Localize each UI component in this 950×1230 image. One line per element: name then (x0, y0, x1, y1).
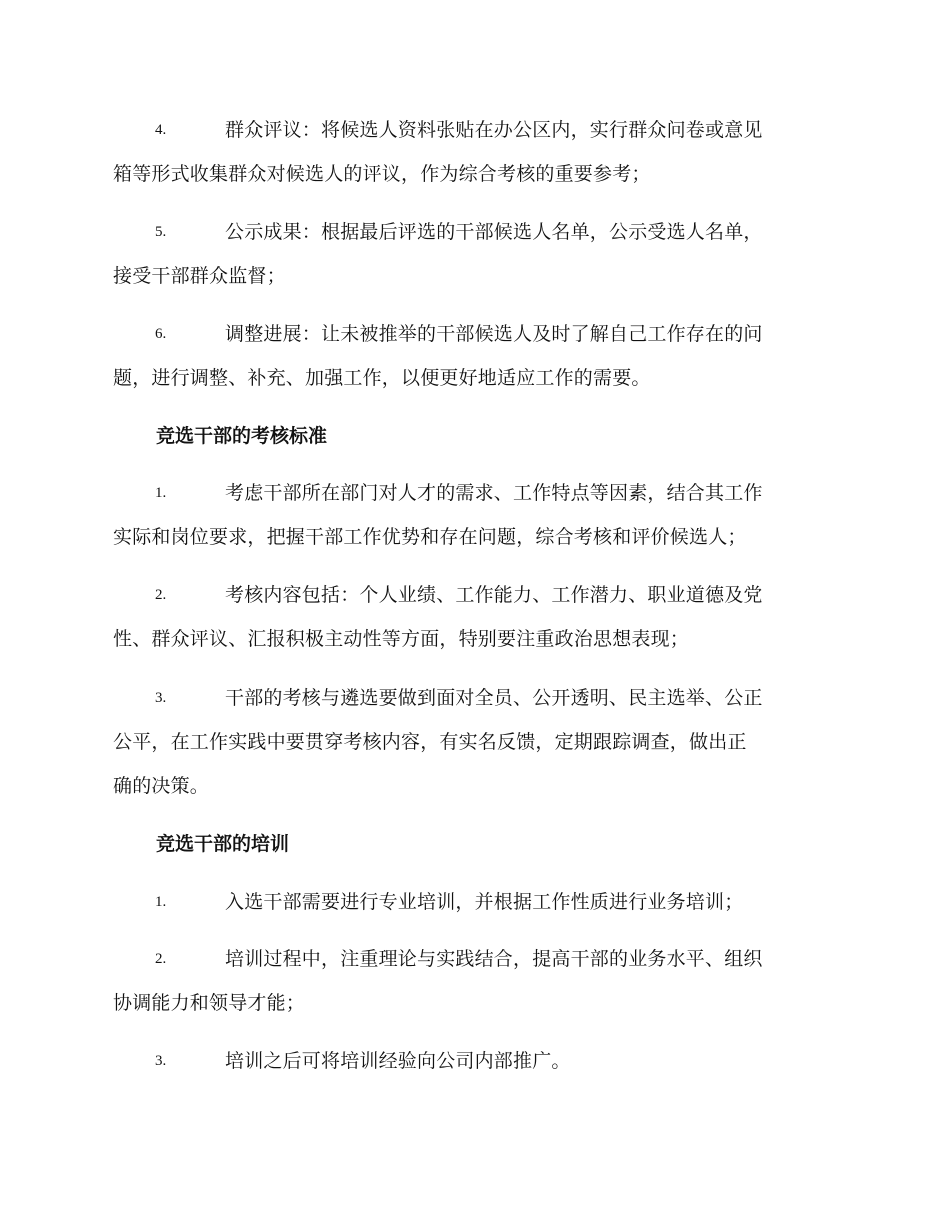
item-text-line: 入选干部需要进行专业培训，并根据工作性质进行业务培训； (225, 891, 744, 913)
item-text-line: 公平，在工作实践中要贯穿考核内容，有实名反馈，定期跟踪调查，做出正 (113, 731, 747, 753)
item-number: 1. (155, 894, 167, 910)
item-text-line: 接受干部群众监督； (113, 265, 286, 287)
item-text-line: 题，进行调整、补充、加强工作，以便更好地适应工作的需要。 (113, 367, 651, 389)
item-number: 3. (155, 1053, 167, 1069)
item-text-line: 群众评议：将候选人资料张贴在办公区内，实行群众问卷或意见 (225, 119, 763, 141)
item-number: 2. (155, 951, 167, 967)
item-text-line: 干部的考核与遴选要做到面对全员、公开透明、民主选举、公正 (225, 687, 763, 709)
section-heading: 竞选干部的考核标准 (156, 425, 328, 447)
item-text-line: 考核内容包括：个人业绩、工作能力、工作潜力、职业道德及党 (225, 584, 763, 606)
item-number: 1. (155, 485, 167, 501)
item-text-line: 公示成果：根据最后评选的干部候选人名单，公示受选人名单， (225, 221, 763, 243)
item-text-line: 协调能力和领导才能； (113, 992, 306, 1014)
item-number: 4. (155, 122, 167, 138)
item-text-line: 性、群众评议、汇报积极主动性等方面，特别要注重政治思想表现； (113, 628, 690, 650)
item-text-line: 实际和岗位要求，把握干部工作优势和存在问题，综合考核和评价候选人； (113, 526, 747, 548)
item-number: 3. (155, 690, 167, 706)
item-text-line: 确的决策。 (113, 775, 210, 797)
section-heading: 竞选干部的培训 (156, 833, 290, 855)
item-text-line: 培训之后可将培训经验向公司内部推广。 (225, 1050, 571, 1072)
item-number: 2. (155, 587, 167, 603)
item-number: 5. (155, 224, 167, 240)
item-text-line: 调整进展：让未被推举的干部候选人及时了解自己工作存在的问 (225, 323, 763, 345)
item-text-line: 箱等形式收集群众对候选人的评议，作为综合考核的重要参考； (113, 163, 651, 185)
item-number: 6. (155, 326, 167, 342)
item-text-line: 培训过程中，注重理论与实践结合，提高干部的业务水平、组织 (225, 948, 763, 970)
item-text-line: 考虑干部所在部门对人才的需求、工作特点等因素，结合其工作 (225, 482, 763, 504)
